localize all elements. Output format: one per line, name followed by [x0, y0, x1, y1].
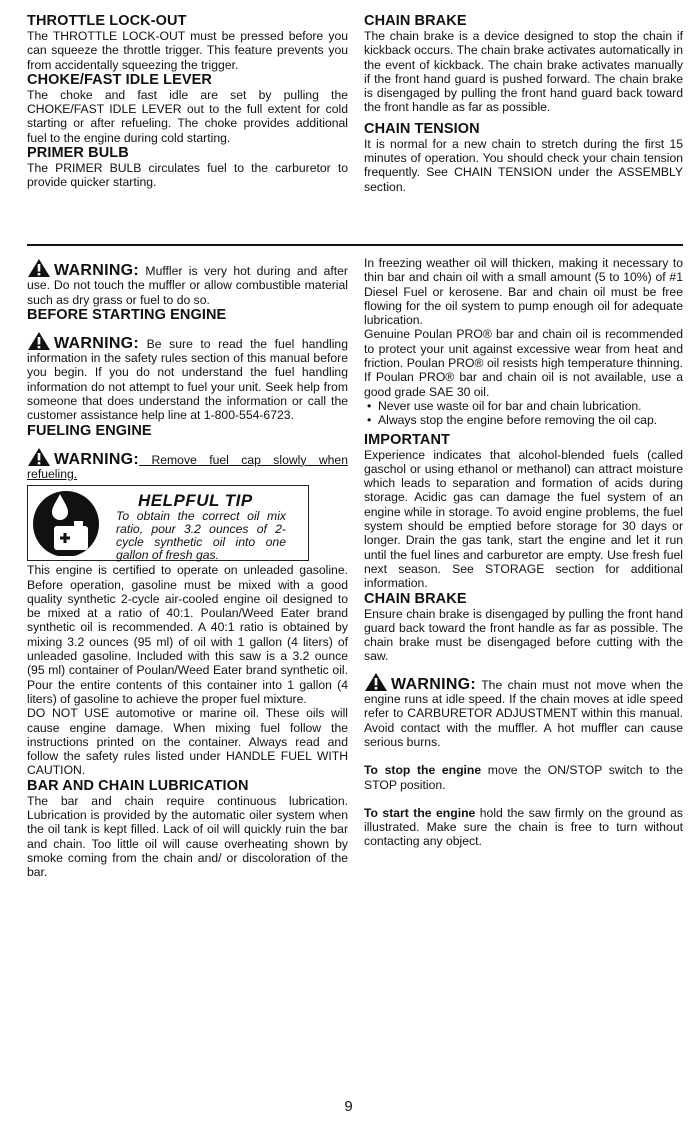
warning-label: WARNING:: [54, 334, 140, 352]
chain-tension-text: It is normal for a new chain to stretch during the first 15 minutes of operation. You should check your chain tension frequently. See CHAIN TENSION under the ASSEMBLY section.: [364, 136, 683, 194]
chain-brake-text-top: The chain brake is a device designed to stop the chain if kickback occurs. The chain brake activates automatically in the event of kickback. The chain brake activates manually if the front hand guard is pushed forward. The chain brake is disengaged by pulling the front hand guard back toward the front handle as far as possible.: [364, 29, 683, 115]
primer-bulb-heading: PRIMER BULB: [27, 145, 129, 162]
start-engine-text: [364, 806, 683, 849]
top-left-column: [27, 13, 348, 190]
warning-text: The chain must not move when the engine runs at idle speed. If the chain moves at idle speed refer to CARBURETOR ADJUSTMENT within this manual. Avoid contact with the muffler. A hot muffler can cause serious burns.: [364, 677, 683, 749]
warning-fuel-cap: [27, 447, 348, 482]
left-column: [27, 256, 348, 880]
stop-engine-text: [364, 763, 683, 792]
oil-bullet-list: [364, 399, 683, 428]
warning-text: Muffler is very hot during and after use. Do not touch the muffler or allow combustible material such as dry grass or fuel to do so.: [27, 264, 348, 307]
list-item: • Never use waste oil for bar and chain lubrication.: [378, 399, 683, 413]
warning-label: WARNING:: [54, 262, 140, 279]
throttle-lockout-heading: THROTTLE LOCK-OUT: [27, 13, 187, 29]
warning-triangle-icon: [27, 447, 51, 467]
warning-muffler: [27, 258, 348, 307]
warning-idle-speed: [364, 672, 683, 749]
fueling-engine-heading: FUELING ENGINE: [27, 422, 152, 439]
primer-bulb-text: The PRIMER BULB circulates fuel to the carburetor to provide quicker starting.: [27, 161, 348, 190]
important-text: Experience indicates that alcohol-blended fuels (called gaschol or using ethanol or methanol) can attract moisture which leads to separation and formation of acids during storage. Acidic gas can damage the fuel system of an engine while in storage. To avoid engine problems, the fuel system should be emptied before storage for 30 days or longer. Drain the gas tank, start the engine and let it run until the fuel lines and carburetor are empty. Use fresh fuel next season. See STORAGE section for additional information.: [364, 447, 683, 591]
helpful-tip-text: To obtain the correct oil mix ratio, pour 3.2 ounces of 2-cycle synthetic oil into one gallon of fresh gas.: [116, 509, 286, 563]
warning-triangle-icon: [27, 258, 51, 278]
start-engine-body: hold the saw firmly on the ground as illustrated. Make sure the chain is free to turn without contacting any object.: [364, 805, 683, 849]
chain-brake-heading-top: CHAIN BRAKE: [364, 13, 467, 29]
choke-lever-text: The choke and fast idle are set by pulling the CHOKE/FAST IDLE LEVER out to the full extent for cold starting or after refueling. The choke provides additional fuel to the engine during cold starting.: [27, 87, 348, 145]
start-engine-lead: To start the engine: [364, 805, 476, 820]
throttle-lockout-text: The THROTTLE LOCK-OUT must be pressed before you can squeeze the throttle trigger. This feature prevents you from accidentally squeezing the trigger.: [27, 29, 348, 72]
warning-triangle-icon: [27, 331, 51, 351]
genuine-oil-text: Genuine Poulan PRO® bar and chain oil is recommended to protect your unit against excessive wear from heat and friction. Poulan PRO® oil resists high temperature thinning. If Poulan PRO® bar and chain oil is not available, use a good grade SAE 30 oil.: [364, 327, 683, 399]
fuel-mix-paragraph: This engine is certified to operate on unleaded gasoline. Before operation, gasoline must be mixed with a good quality synthetic 2-cycle air-cooled engine oil designed to be mixed at a ratio of 40:1. Poulan/Weed Eater brand synthetic oil is recommended. A 40:1 ratio is obtained by mixing 3.2 ounces (95 ml) of oil with 1 gallon (4 liters) of unleaded gasoline. Included with this saw is a 3.2 ounce (95 ml) container of Poulan/Weed Eater brand synthetic oil. Pour the entire contents of this container into 1 gallon (4 liters) of gasoline to achieve the proper fuel mixture.: [27, 563, 348, 706]
before-starting-heading: BEFORE STARTING ENGINE: [27, 306, 227, 323]
freezing-weather-text: In freezing weather oil will thicken, making it necessary to thin bar and chain oil with a small amount (5 to 10%) of #1 Diesel Fuel or kerosene. Bar and chain oil must be free flowing for the oil system to pump enough oil for adequate lubrication.: [364, 256, 683, 328]
helpful-tip-title: HELPFUL TIP: [138, 491, 253, 511]
stop-engine-lead: To stop the engine: [364, 763, 482, 778]
important-heading: IMPORTANT: [364, 431, 451, 448]
list-item: • Always stop the engine before removing the oil cap.: [378, 413, 683, 427]
bar-chain-lubrication-text: The bar and chain require continuous lubrication. Lubrication is provided by the automatic oiler system when the oil tank is kept filled. Lack of oil will quickly ruin the bar and chain. Too little oil will cause overheating shown by smoke coming from the chain and/ or discoloration of the bar.: [27, 793, 348, 880]
do-not-use-paragraph: DO NOT USE automotive or marine oil. These oils will cause engine damage. When mixing fuel follow the instructions printed on the container. Always read and follow the safety rules listed under HANDLE FUEL WITH CAUTION.: [27, 706, 348, 778]
top-right-column: [364, 13, 683, 194]
warning-text: Remove fuel cap slowly when refueling.: [27, 452, 348, 481]
choke-lever-heading: CHOKE/FAST IDLE LEVER: [27, 71, 212, 88]
chain-brake-text: Ensure chain brake is disengaged by pulling the front hand guard back toward the front handle as far as possible. The chain brake must be disengaged before cutting with the saw.: [364, 606, 683, 664]
fuel-oil-mix-icon: [30, 488, 102, 556]
stop-engine-body: move the ON/STOP switch to the STOP position.: [364, 763, 683, 792]
warning-fuel-handling: [27, 331, 348, 423]
chain-brake-heading: CHAIN BRAKE: [364, 590, 467, 607]
warning-label: WARNING:: [391, 675, 477, 693]
right-column: [364, 256, 683, 849]
warning-label: WARNING:: [54, 450, 140, 468]
chain-tension-heading: CHAIN TENSION: [364, 120, 480, 137]
section-divider: [27, 244, 683, 246]
page-number: 9: [344, 1098, 353, 1115]
helpful-tip-box: [27, 485, 309, 561]
warning-text: Be sure to read the fuel handling information in the safety rules section of this manual before you begin. If you do not understand the fuel handling information do not attempt to fuel your unit. Seek help from someone that does understand the information or call the customer assistance help line at 1-800-554-6723.: [27, 336, 348, 423]
bar-chain-lubrication-heading: BAR AND CHAIN LUBRICATION: [27, 777, 249, 794]
warning-triangle-icon: [364, 672, 388, 692]
